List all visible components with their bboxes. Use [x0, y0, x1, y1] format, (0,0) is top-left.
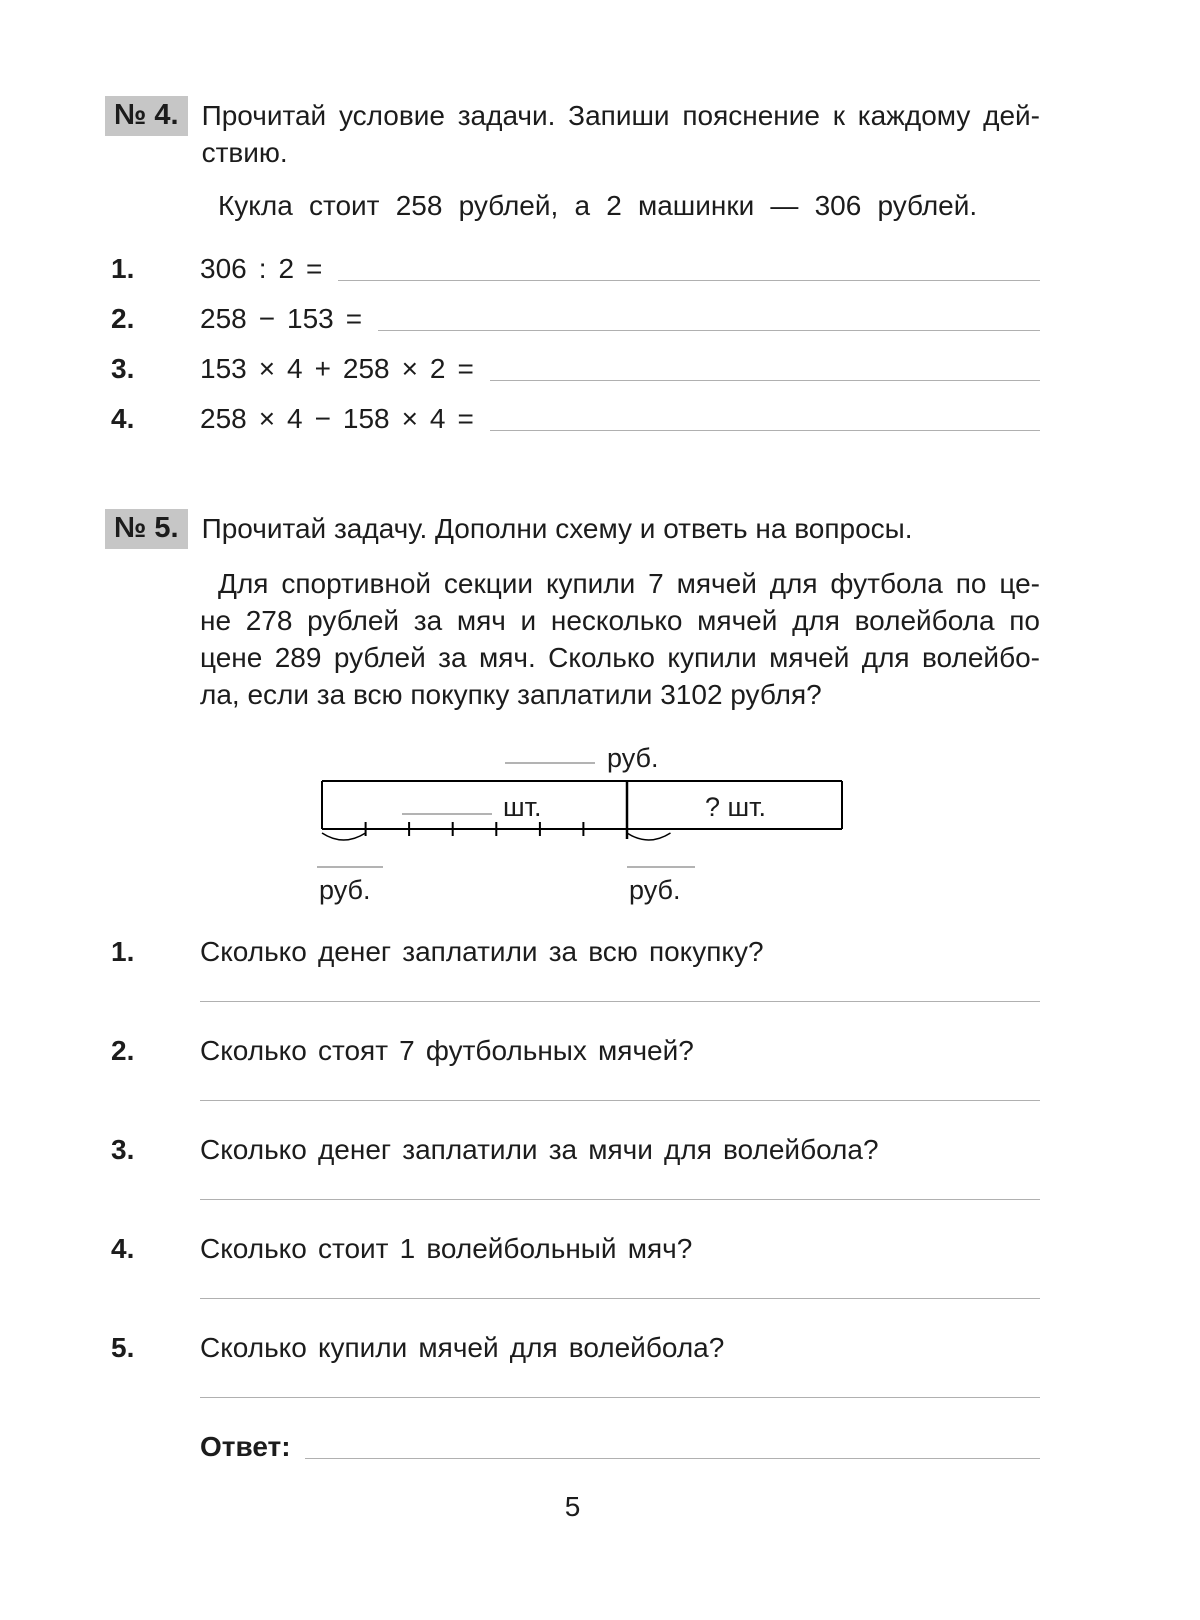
question-number-4: 4.	[111, 1233, 135, 1264]
diagram-right-count-label: ? шт.	[705, 792, 767, 822]
question-number-2: 2.	[111, 1035, 135, 1066]
answer-row	[200, 1428, 1040, 1465]
question-row-5	[105, 1329, 1040, 1366]
diagram-right-unit-arc	[627, 833, 671, 840]
equation-row-4	[105, 400, 1040, 437]
question-answer-line-4[interactable]	[200, 1298, 1040, 1299]
question-number-5: 5.	[111, 1332, 135, 1363]
equation-expression-4: 258 × 4 − 158 × 4 =	[200, 403, 474, 434]
page-number: 5	[564, 1491, 581, 1522]
task5-section	[105, 509, 1040, 1465]
question-row-1	[105, 933, 1040, 970]
equation-row-3	[105, 350, 1040, 387]
task5-statement-line4: ла, если за всю покупку заплатили 3102 рубля?	[200, 679, 822, 710]
equation-row-1	[105, 250, 1040, 287]
question-answer-line-5[interactable]	[200, 1397, 1040, 1398]
equation-answer-line-4[interactable]	[490, 400, 1040, 431]
equation-expression-2: 258 − 153 =	[200, 303, 363, 334]
diagram-right-price-label: руб.	[629, 875, 681, 905]
task5-questions	[105, 933, 1040, 1398]
question-block-3	[105, 1131, 1040, 1200]
equation-number-2: 2.	[111, 303, 135, 334]
equation-number-3: 3.	[111, 353, 135, 384]
question-block-1	[105, 933, 1040, 1002]
equation-answer-line-3[interactable]	[490, 350, 1040, 381]
answer-label: Ответ:	[200, 1431, 291, 1462]
question-row-2	[105, 1032, 1040, 1069]
task4-equations	[105, 250, 1040, 437]
diagram-left-count-label: шт.	[503, 792, 542, 822]
task5-statement-line1: Для спортивной секции купили 7 мячей для футбола по це-	[218, 568, 1040, 599]
question-row-3	[105, 1131, 1040, 1168]
bar-model-diagram	[317, 739, 1040, 907]
task5-problem-statement	[200, 565, 1040, 713]
question-row-4	[105, 1230, 1040, 1267]
question-text-3: Сколько денег заплатили за мячи для волейбола?	[200, 1134, 879, 1165]
task5-instruction: Прочитай задачу. Дополни схему и ответь на вопросы.	[201, 513, 913, 544]
question-block-2	[105, 1032, 1040, 1101]
equation-expression-3: 153 × 4 + 258 × 2 =	[200, 353, 474, 384]
question-block-5	[105, 1329, 1040, 1398]
task4-instruction-line2: ствию.	[201, 137, 288, 168]
diagram-svg	[317, 739, 877, 907]
task5-badge: № 5.	[105, 509, 188, 549]
equation-answer-line-1[interactable]	[338, 250, 1040, 281]
question-answer-line-2[interactable]	[200, 1100, 1040, 1101]
question-number-1: 1.	[111, 936, 135, 967]
task4-badge: № 4.	[105, 96, 188, 136]
question-text-5: Сколько купили мячей для волейбола?	[200, 1332, 725, 1363]
task4-problem-statement: Кукла стоит 258 рублей, а 2 машинки — 306 рублей.	[218, 190, 978, 221]
question-text-2: Сколько стоят 7 футбольных мячей?	[200, 1035, 694, 1066]
question-answer-line-1[interactable]	[200, 1001, 1040, 1002]
task5-statement-line3: цене 289 рублей за мяч. Сколько купили мячей для волейбо-	[200, 642, 1040, 673]
diagram-total-unit-label: руб.	[607, 743, 659, 773]
question-block-4	[105, 1230, 1040, 1299]
question-answer-line-3[interactable]	[200, 1199, 1040, 1200]
diagram-left-price-label: руб.	[319, 875, 371, 905]
task5-statement-line2: не 278 рублей за мяч и несколько мячей для волейбола по	[200, 605, 1040, 636]
equation-number-1: 1.	[111, 253, 135, 284]
task5-header	[105, 509, 1040, 549]
answer-line[interactable]	[305, 1428, 1040, 1459]
equation-expression-1: 306 : 2 =	[200, 253, 323, 284]
question-text-4: Сколько стоит 1 волейбольный мяч?	[200, 1233, 693, 1264]
task4-header	[105, 96, 1040, 171]
equation-row-2	[105, 300, 1040, 337]
question-number-3: 3.	[111, 1134, 135, 1165]
task4-instruction	[202, 96, 1040, 171]
diagram-left-unit-arc	[322, 833, 366, 840]
equation-number-4: 4.	[111, 403, 135, 434]
question-text-1: Сколько денег заплатили за всю покупку?	[200, 936, 764, 967]
task4-instruction-line1: Прочитай условие задачи. Запиши пояснение к каждому дей-	[201, 100, 1040, 131]
equation-answer-line-2[interactable]	[378, 300, 1040, 331]
